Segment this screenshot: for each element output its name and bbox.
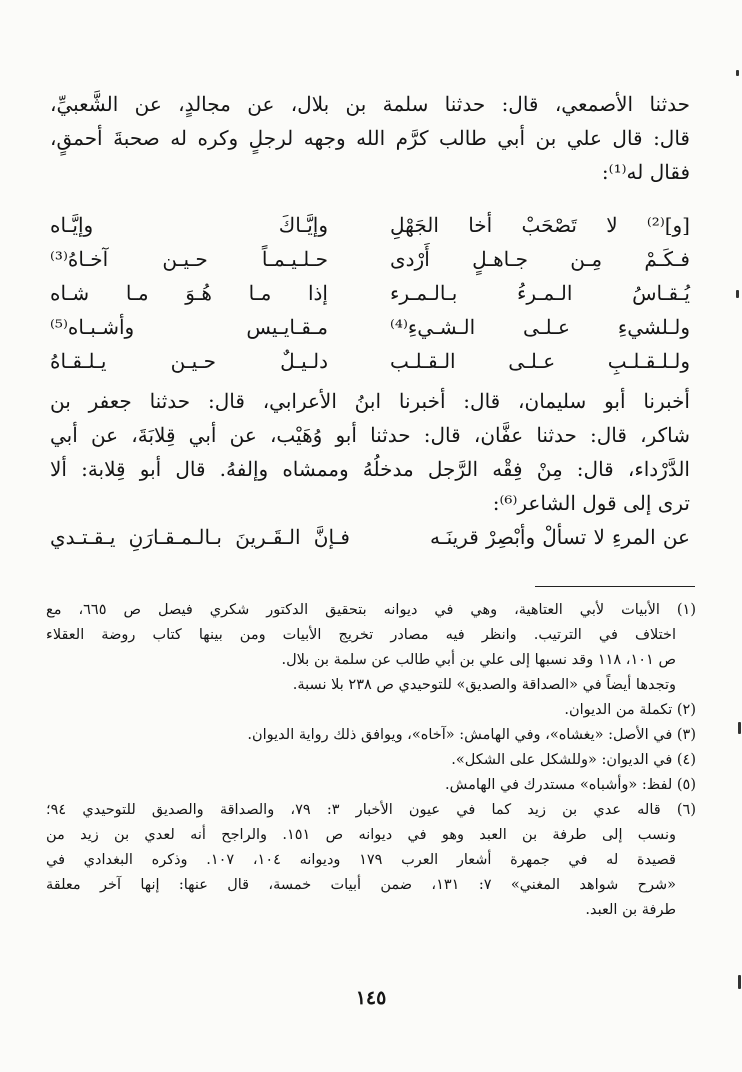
footnote-line: طرفة بن العبد. bbox=[585, 902, 676, 918]
page-number: ١٤٥ bbox=[355, 987, 387, 1009]
footnote-separator bbox=[535, 586, 695, 587]
prose-line: قال: قال علي بن أبي طالب كرَّم الله وجهه لرجلٍ وكره له صحبةَ أحمقٍ، bbox=[50, 126, 690, 150]
verse-row bbox=[50, 520, 690, 554]
prose-paragraph-bottom bbox=[50, 384, 690, 554]
footnote-line: ص ١٠١، ١١٨ وقد نسبها إلى علي بن أبي طالب عن سلمة بن بلال. bbox=[281, 652, 676, 668]
footnote-line: «شرح شواهد المغني» ٧: ١٣١، ضمن أبيات خمسة، قال عنها: إنها آخر معلقة bbox=[46, 877, 676, 893]
footnote-line: (١) الأبيات لأبي العتاهية، وهي في ديوانه بتحقيق الدكتور شكري فيصل ص ٦٦٥، مع bbox=[46, 602, 696, 618]
verse-second-hemistich: حـلـيـمـاً حـيـن آخـاهُ⁽³⁾ bbox=[50, 247, 328, 271]
verse-second-hemistich: مـقـايـيس وأشـبـاه⁽⁵⁾ bbox=[50, 315, 328, 339]
footnote-line: ونسب إلى طرفة بن العبد وهو في ديوانه ص ١٥١. والراجح أنه لعدي بن زيد من bbox=[46, 827, 676, 843]
footnote-line: (٥) لفظ: «وأشباه» مستدرك في الهامش. bbox=[445, 777, 696, 793]
prose-line: فقال له⁽¹⁾: bbox=[601, 160, 690, 184]
prose-line: حدثنا الأصمعي، قال: حدثنا سلمة بن بلال، عن مجالدٍ، عن الشَّعبيِّ، bbox=[50, 92, 690, 116]
poem-block bbox=[50, 208, 690, 378]
footnote-line: قصيدة له في جمهرة أشعار العرب ١٧٩ وديوانه ١٠٤، ١٠٧. وذكره البغدادي في bbox=[46, 852, 676, 868]
footnotes bbox=[46, 598, 696, 923]
verse-second-hemistich: دلـيـلٌ حـيـن يـلـقـاهُ bbox=[50, 349, 328, 373]
verse-second-hemistich: وإيَّـاكَ وإيَّـاه bbox=[50, 213, 328, 237]
verse-first-hemistich: يُـقـاسُ الـمـرءُ بـالـمـرء bbox=[390, 281, 690, 305]
verse-second-hemistich: فـإنَّ الـقَـرينَ بـالـمـقـارَنِ يـقـتـدي bbox=[50, 525, 350, 549]
verse-first-hemistich: فـكَـمْ مِـن جـاهـلٍ أَرْدى bbox=[390, 247, 690, 271]
scan-margin-mark bbox=[736, 70, 739, 76]
prose-line: أخبرنا أبو سليمان، قال: أخبرنا ابنُ الأعرابي، قال: حدثنا جعفر بن bbox=[50, 389, 690, 413]
prose-line: ترى إلى قول الشاعر⁽⁶⁾: bbox=[492, 491, 690, 515]
footnote-line: (٣) في الأصل: «يغشاه»، وفي الهامش: «آخاه»، ويوافق ذلك رواية الديوان. bbox=[247, 727, 696, 743]
verse-row bbox=[50, 276, 690, 310]
verse-row bbox=[50, 344, 690, 378]
footnote-line: (٢) تكملة من الديوان. bbox=[564, 702, 696, 718]
scan-margin-mark bbox=[738, 722, 741, 734]
verse-first-hemistich: عن المرءِ لا تسألْ وأبْصِرْ قرينَـه bbox=[430, 525, 690, 549]
footnote-line: (٦) قاله عدي بن زيد كما في عيون الأخبار ٣: ٧٩، والصداقة والصديق للتوحيدي ٩٤؛ bbox=[46, 802, 696, 818]
verse-row bbox=[50, 208, 690, 242]
prose-paragraph-top bbox=[50, 87, 690, 189]
footnote-line: اختلاف في الترتيب. وانظر فيه مصادر تخريج الأبيات ومن بينها كتاب روضة العقلاء bbox=[46, 627, 676, 643]
verse-row bbox=[50, 242, 690, 276]
verse-second-hemistich: إذا مـا هُـوَ مـا شـاه bbox=[50, 281, 328, 305]
scan-margin-mark bbox=[738, 975, 741, 989]
verse-first-hemistich: ولـلشيءِ عـلـى الـشـيءِ⁽⁴⁾ bbox=[390, 315, 690, 339]
prose-line: شاكر، قال: حدثنا عفَّان، قال: حدثنا أبو وُهَيْب، عن أبي قِلابَةَ، عن أبي bbox=[50, 423, 690, 447]
footnote-line: وتجدها أيضاً في «الصداقة والصديق» للتوحيدي ص ٢٣٨ بلا نسبة. bbox=[292, 677, 676, 693]
verse-first-hemistich: [و]⁽²⁾ لا تَصْحَبْ أخا الجَهْلِ bbox=[390, 213, 690, 237]
verse-row bbox=[50, 310, 690, 344]
scan-margin-mark bbox=[736, 290, 739, 298]
footnote-line: (٤) في الديوان: «وللشكل على الشكل». bbox=[451, 752, 696, 768]
verse-first-hemistich: ولـلـقـلـبِ عـلـى الـقـلـب bbox=[390, 349, 690, 373]
prose-line: الدَّرْداء، قال: مِنْ فِقْه الرَّجل مدخلُهُ وممشاه وإلفهُ. قال أبو قِلابة: ألا bbox=[50, 457, 690, 481]
